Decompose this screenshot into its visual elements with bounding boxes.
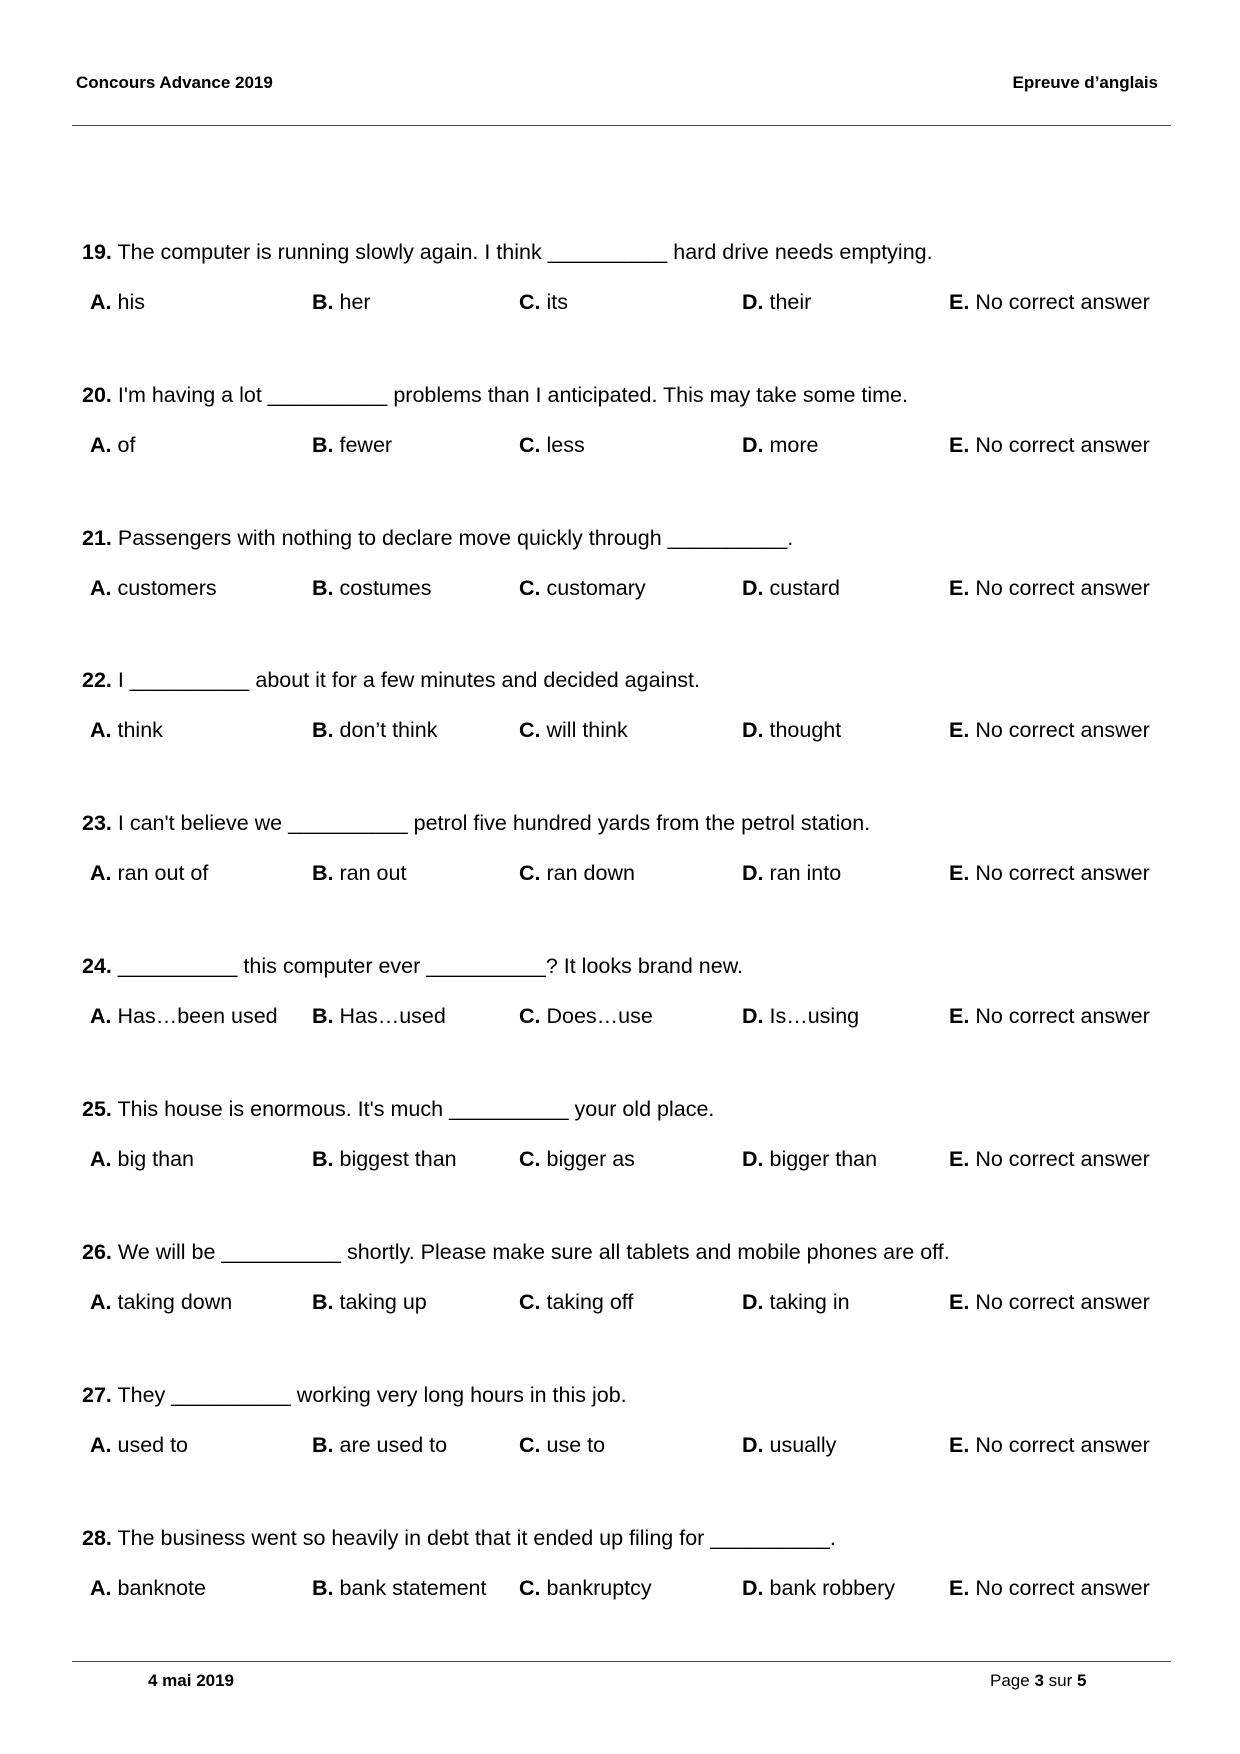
option-d [742,861,841,886]
option-text: don’t think [339,718,438,742]
option-letter: B. [312,290,334,314]
option-text: bankruptcy [546,1576,652,1600]
question-text [82,1526,836,1551]
option-b [312,1433,447,1458]
question-number: 19. [82,240,112,264]
question-text [82,954,743,979]
option-letter: D. [742,861,764,885]
header-divider [72,125,1171,126]
option-letter: B. [312,1576,334,1600]
option-letter: C. [519,861,541,885]
header-right-title: Epreuve d’anglais [1012,73,1158,92]
option-d [742,1576,895,1601]
option-letter: E. [949,718,970,742]
question-text [82,811,870,836]
option-letter: A. [90,1433,112,1457]
question-prompt: Passengers with nothing to declare move quickly through __________. [117,526,794,550]
option-text: No correct answer [975,433,1150,457]
option-text: ran down [546,861,635,885]
option-c [519,1004,653,1029]
option-text: customary [546,576,646,600]
option-text: biggest than [339,1147,457,1171]
page-separator: sur [1048,1671,1073,1690]
option-letter: A. [90,718,112,742]
option-letter: C. [519,290,541,314]
option-a [90,861,208,886]
option-letter: B. [312,861,334,885]
option-letter: A. [90,1290,112,1314]
option-a [90,718,163,743]
option-text: are used to [339,1433,448,1457]
question-prompt: They __________ working very long hours in this job. [117,1383,627,1407]
option-b [312,433,392,458]
question-text [82,526,793,551]
option-text: taking off [546,1290,634,1314]
option-a [90,1004,278,1029]
option-letter: A. [90,1576,112,1600]
option-b [312,861,406,886]
option-text: think [117,718,163,742]
question-prompt: __________ this computer ever __________? It looks brand new. [117,954,744,978]
question-number: 23. [82,811,112,835]
option-text: more [769,433,819,457]
option-d [742,576,840,601]
option-e [949,861,1150,886]
page-total: 5 [1077,1671,1087,1690]
question-prompt: The business went so heavily in debt that it ended up filing for __________. [117,1526,836,1550]
question-prompt: The computer is running slowly again. I think __________ hard drive needs emptying. [117,240,933,264]
option-c [519,1576,652,1601]
option-b [312,1290,427,1315]
option-e [949,1433,1150,1458]
option-letter: E. [949,1290,970,1314]
question-number: 22. [82,668,112,692]
option-b [312,290,371,315]
option-text: ran into [769,861,842,885]
question-number: 20. [82,383,112,407]
option-b [312,1004,446,1029]
option-letter: C. [519,576,541,600]
option-letter: B. [312,576,334,600]
option-letter: B. [312,433,334,457]
footer-date: 4 mai 2019 [148,1671,235,1690]
option-text: their [769,290,812,314]
option-text: its [546,290,568,314]
option-d [742,1290,850,1315]
option-text: big than [117,1147,194,1171]
option-letter: D. [742,290,764,314]
option-text: bank statement [339,1576,487,1600]
option-e [949,576,1150,601]
option-letter: D. [742,1433,764,1457]
question-text [82,240,933,265]
option-c [519,1433,605,1458]
option-a [90,1147,194,1172]
option-a [90,290,145,315]
question-prompt: This house is enormous. It's much __________ your old place. [117,1097,715,1121]
option-letter: B. [312,1290,334,1314]
option-letter: E. [949,433,970,457]
option-letter: A. [90,433,112,457]
option-e [949,1147,1150,1172]
option-letter: E. [949,1576,970,1600]
option-a [90,576,217,601]
question-number: 28. [82,1526,112,1550]
option-text: No correct answer [975,1147,1150,1171]
option-text: costumes [339,576,432,600]
question-number: 24. [82,954,112,978]
option-letter: D. [742,1290,764,1314]
option-letter: C. [519,718,541,742]
option-letter: E. [949,290,970,314]
page-label: Page [990,1671,1030,1690]
option-letter: E. [949,1147,970,1171]
option-d [742,1004,859,1029]
option-e [949,1004,1150,1029]
option-letter: C. [519,1576,541,1600]
option-c [519,1290,633,1315]
option-text: Has…been used [117,1004,278,1028]
option-a [90,1433,188,1458]
option-letter: A. [90,1147,112,1171]
option-d [742,1147,877,1172]
question-prompt: We will be __________ shortly. Please make sure all tablets and mobile phones are off. [117,1240,950,1264]
option-letter: B. [312,1433,334,1457]
option-text: No correct answer [975,1576,1150,1600]
option-text: ran out of [117,861,209,885]
option-text: No correct answer [975,718,1150,742]
question-text [82,668,700,693]
option-letter: B. [312,1004,334,1028]
page-current: 3 [1034,1671,1044,1690]
option-text: of [117,433,136,457]
option-letter: D. [742,1004,764,1028]
option-text: bank robbery [769,1576,895,1600]
option-text: thought [769,718,842,742]
option-text: fewer [339,433,393,457]
option-d [742,1433,836,1458]
option-d [742,290,811,315]
option-a [90,1290,232,1315]
question-prompt: I can't believe we __________ petrol five hundred yards from the petrol station. [117,811,871,835]
option-text: No correct answer [975,290,1150,314]
option-e [949,1576,1150,1601]
question-number: 21. [82,526,112,550]
option-b [312,718,438,743]
option-c [519,433,585,458]
option-b [312,1576,487,1601]
option-text: Does…use [546,1004,653,1028]
option-letter: C. [519,1433,541,1457]
option-letter: A. [90,576,112,600]
option-text: taking in [769,1290,850,1314]
option-d [742,718,841,743]
option-text: No correct answer [975,576,1150,600]
option-text: will think [546,718,628,742]
option-text: custard [769,576,840,600]
option-c [519,1147,635,1172]
question-number: 27. [82,1383,112,1407]
option-text: bigger than [769,1147,878,1171]
option-text: use to [546,1433,606,1457]
option-a [90,1576,206,1601]
question-prompt: I'm having a lot __________ problems than I anticipated. This may take some time. [117,383,908,407]
option-c [519,290,568,315]
option-letter: C. [519,433,541,457]
question-number: 26. [82,1240,112,1264]
option-text: No correct answer [975,1290,1150,1314]
option-text: his [117,290,145,314]
option-letter: D. [742,1147,764,1171]
option-e [949,1290,1150,1315]
option-letter: B. [312,718,334,742]
question-prompt: I __________ about it for a few minutes and decided against. [117,668,700,692]
option-e [949,718,1150,743]
option-text: banknote [117,1576,206,1600]
option-text: customers [117,576,217,600]
option-text: usually [769,1433,837,1457]
question-number: 25. [82,1097,112,1121]
option-letter: D. [742,433,764,457]
option-letter: D. [742,576,764,600]
option-letter: E. [949,1004,970,1028]
header-left-title: Concours Advance 2019 [76,73,273,92]
question-text [82,1383,627,1408]
option-text: used to [117,1433,189,1457]
option-b [312,1147,457,1172]
option-b [312,576,432,601]
option-e [949,433,1150,458]
option-text: No correct answer [975,861,1150,885]
option-letter: E. [949,576,970,600]
option-letter: E. [949,1433,970,1457]
option-text: No correct answer [975,1004,1150,1028]
option-c [519,718,628,743]
option-a [90,433,135,458]
option-letter: A. [90,861,112,885]
option-letter: A. [90,290,112,314]
option-c [519,861,635,886]
option-text: taking up [339,1290,427,1314]
option-text: No correct answer [975,1433,1150,1457]
option-text: Has…used [339,1004,446,1028]
option-text: her [339,290,371,314]
option-text: less [546,433,585,457]
footer-page-number [990,1671,1086,1691]
option-letter: C. [519,1147,541,1171]
option-letter: D. [742,718,764,742]
option-letter: A. [90,1004,112,1028]
option-letter: E. [949,861,970,885]
option-letter: C. [519,1004,541,1028]
option-text: taking down [117,1290,233,1314]
question-text [82,1240,950,1265]
option-letter: C. [519,1290,541,1314]
option-e [949,290,1150,315]
option-text: Is…using [769,1004,860,1028]
option-text: ran out [339,861,407,885]
question-text [82,383,908,408]
footer-divider [72,1661,1171,1662]
option-letter: D. [742,1576,764,1600]
option-letter: B. [312,1147,334,1171]
option-c [519,576,646,601]
option-d [742,433,818,458]
option-text: bigger as [546,1147,635,1171]
question-text [82,1097,714,1122]
